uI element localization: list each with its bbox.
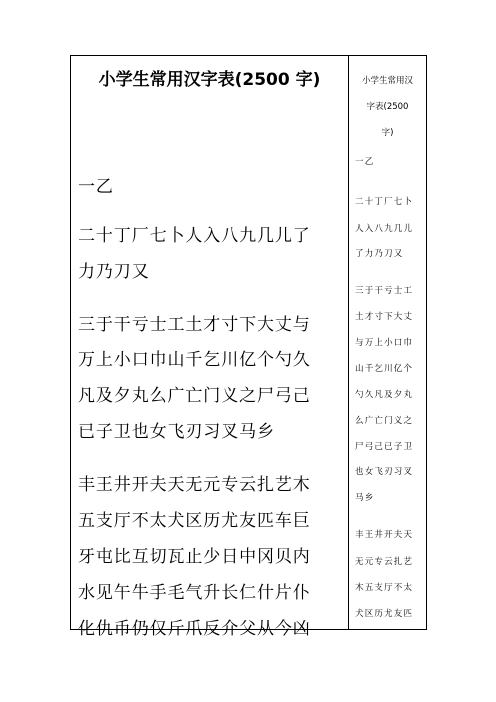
side-character-line: 无元专云扎艺 [355,557,414,567]
side-character-line: 尸弓己已子卫 [355,442,414,452]
side-column [349,56,426,629]
side-title-line: 字) [381,128,394,138]
character-line: 化仇币仍仅斤爪反介父从今凶 [78,619,311,639]
main-column [71,56,348,639]
side-character-line: 二十丁厂七卜 [355,197,414,207]
side-character-line: 土才寸下大丈 [355,312,414,322]
side-title-line: 字表(2500 [366,102,409,112]
side-character-line: 犬区历尤友匹 [355,609,414,619]
character-line: 水见午牛手毛气升长仁什片仆 [78,583,311,603]
side-character-line: 山千乞川亿个 [355,364,414,374]
side-character-line: 丰王井开夫天 [355,530,414,540]
character-line: 已子卫也女飞刃习叉马乡 [78,422,275,442]
side-character-line: 么广亡门义之 [355,416,414,426]
character-line: 丰王井开夫天无元专云扎艺木 [78,475,311,495]
side-character-line: 三于干亏士工 [355,286,414,296]
side-character-line: 与万上小口巾 [355,338,414,348]
character-table [70,55,427,639]
character-line: 万上小口巾山千乞川亿个勺久 [78,350,311,370]
character-line: 三于干亏士工土才寸下大丈与 [78,315,311,335]
side-character-line: 也女飞刃习叉 [355,467,414,477]
character-line: 凡及夕丸么广亡门义之尸弓己 [78,386,311,406]
character-line: 力乃刀又 [78,262,150,282]
character-line: 一乙 [78,177,114,197]
page-title: 小学生常用汉字表(2500 字) [98,70,321,90]
side-title-line: 小学生常用汉 [361,76,413,86]
side-character-line: 人入八九几儿 [355,224,414,234]
character-line: 二十丁厂七卜人入八九几儿了 [78,226,311,246]
side-character-line: 了力乃刀又 [355,249,404,259]
side-title [349,68,426,146]
side-character-line: 一乙 [355,157,375,167]
side-character-line: 马乡 [355,493,375,503]
side-character-line: 木五支厅不太 [355,583,414,593]
side-character-line: 勺久凡及夕丸 [355,390,414,400]
character-line: 牙屯比互切瓦止少日中冈贝内 [78,547,311,567]
character-line: 五支厅不太犬区历尤友匹车巨 [78,511,311,531]
